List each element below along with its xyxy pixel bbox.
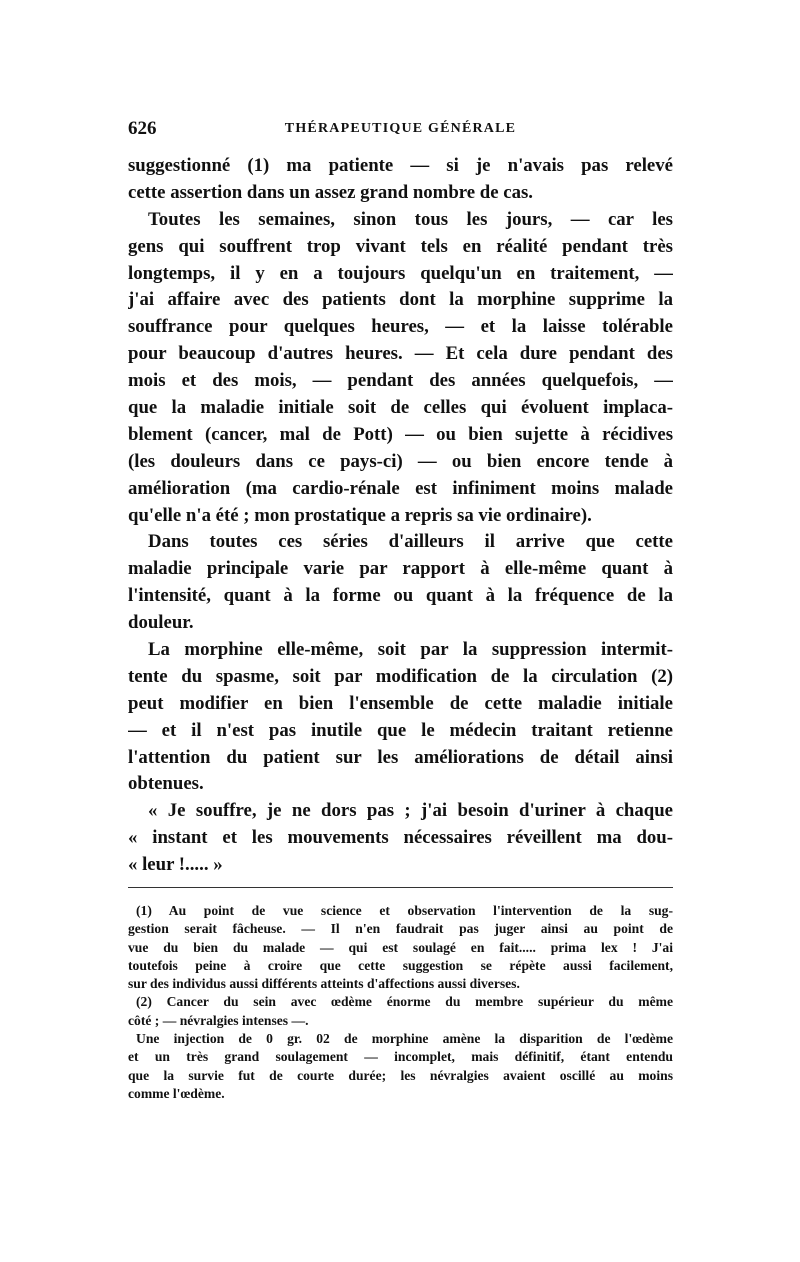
- text-line: Toutes les semaines, sinon tous les jours, — car les: [148, 208, 673, 230]
- text-line: l'attention du patient sur les améliorations de détail ainsi: [128, 746, 673, 768]
- text-line: que la maladie initiale soit de celles qui évoluent implaca-: [128, 397, 673, 419]
- footnote-line: vue du bien du malade — qui est soulagé en fait..... prima lex ! J'ai: [128, 939, 673, 955]
- text-line: maladie principale varie par rapport à elle-même quant à: [128, 558, 673, 580]
- text-line: l'intensité, quant à la forme ou quant à la fréquence de la: [128, 585, 673, 607]
- text-line: longtemps, il y en a toujours quelqu'un en traitement, —: [128, 262, 673, 284]
- text-line: peut modifier en bien l'ensemble de cette maladie initiale: [128, 692, 673, 714]
- footnote-line: sur des individus aussi différents atteints d'affections aussi diverses.: [128, 976, 520, 992]
- footnote-line: (2) Cancer du sein avec œdème énorme du membre supérieur du même: [136, 994, 673, 1010]
- text-line: Dans toutes ces séries d'ailleurs il arrive que cette: [148, 531, 673, 553]
- text-line: obtenues.: [128, 773, 204, 795]
- text-line: « Je souffre, je ne dors pas ; j'ai besoin d'uriner à chaque: [148, 800, 673, 822]
- page-header: [128, 118, 673, 140]
- text-line: « instant et les mouvements nécessaires réveillent ma dou-: [128, 827, 673, 849]
- footnote-line: comme l'œdème.: [128, 1085, 225, 1101]
- footnote-line: que la survie fut de courte durée; les névralgies avaient oscillé au moins: [128, 1067, 673, 1083]
- text-line: blement (cancer, mal de Pott) — ou bien sujette à récidives: [128, 423, 673, 445]
- footnotes: [128, 902, 673, 1103]
- text-line: gens qui souffrent trop vivant tels en réalité pendant très: [128, 235, 673, 257]
- text-line: souffrance pour quelques heures, — et la laisse tolérable: [128, 316, 673, 338]
- running-title: THÉRAPEUTIQUE GÉNÉRALE: [284, 121, 517, 136]
- text-line: tente du spasme, soit par modification de la circulation (2): [128, 665, 673, 687]
- footnote-line: gestion serait fâcheuse. — Il n'en faudrait pas juger ainsi au point de: [128, 921, 673, 937]
- text-line: La morphine elle-même, soit par la suppression intermit-: [148, 639, 673, 661]
- footnote-divider: [128, 887, 673, 888]
- footnote-line: (1) Au point de vue science et observation l'intervention de la sug-: [136, 903, 673, 918]
- footnote-line: toutefois peine à croire que cette suggestion se répète aussi facilement,: [128, 957, 673, 973]
- text-line: (les douleurs dans ce pays-ci) — ou bien encore tende à: [128, 450, 673, 472]
- footnote-line: et un très grand soulagement — incomplet, mais définitif, étant entendu: [128, 1049, 673, 1065]
- text-line: « leur !..... »: [128, 854, 223, 876]
- text-line: pour beaucoup d'autres heures. — Et cela dure pendant des: [128, 343, 673, 365]
- footnote-line: Une injection de 0 gr. 02 de morphine amène la disparition de l'œdème: [136, 1031, 673, 1047]
- footnote-line: côté ; — névralgies intenses —.: [128, 1012, 309, 1028]
- text-line: suggestionné (1) ma patiente — si je n'avais pas relevé: [128, 155, 673, 176]
- text-line: j'ai affaire avec des patients dont la morphine supprime la: [128, 289, 673, 311]
- text-line: qu'elle n'a été ; mon prostatique a repris sa vie ordinaire).: [128, 504, 592, 526]
- text-line: cette assertion dans un assez grand nombre de cas.: [128, 181, 534, 203]
- text-line: douleur.: [128, 612, 194, 634]
- text-line: mois et des mois, — pendant des années quelquefois, —: [128, 370, 673, 392]
- main-text: [128, 153, 673, 879]
- text-line: amélioration (ma cardio-rénale est infiniment moins malade: [128, 477, 673, 499]
- page-number: 626: [128, 118, 157, 139]
- text-line: — et il n'est pas inutile que le médecin traitant retienne: [128, 719, 673, 741]
